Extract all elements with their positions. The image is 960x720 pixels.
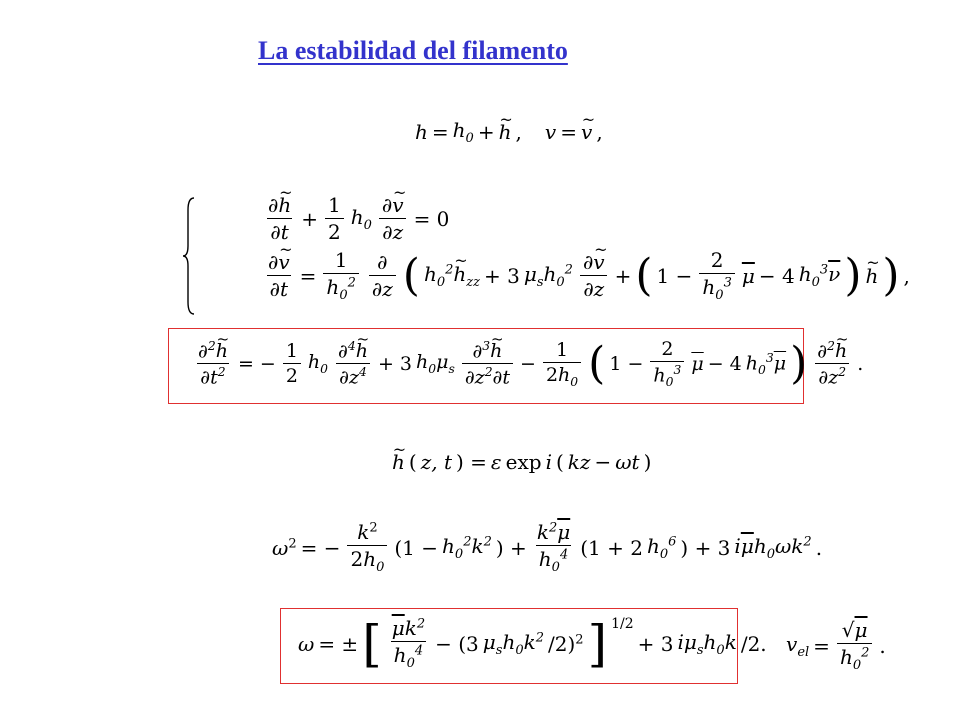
equation-ansatz: ~ h ( z, t ) = ε exp i ( kz − ωt ) <box>392 450 651 474</box>
equation-boxed-solution: ω = ± [ $\frac{\overline{\mu}k^2}{h_0^4}$ − (3 $\mu_sh_0k^2$ /2)$^2$ ] 1/2 + 3 $i\mu_sh_0k$ /2. <box>298 614 767 673</box>
equation-perturbation: h = $h_0$ + ~ h , v = ~ v , <box>415 118 603 146</box>
equation-system-line2: $\frac{\partial\sim v}{\partial t}$ = $\frac{1}{h_0^2}$ $\frac{\partial}{\partial z}$ ( $h_0^2\sim$ $h_{zz}$ + 3 $\mu_sh_0^2$ $\frac{\partial\sim v}{\partial z}$ + ( 1 − $\frac{2}{h_0^3}$ $\overline{\mu}$ − 4 $h_0^3\overline{\nu}$ ) ~ h ) , <box>262 248 910 303</box>
equation-dispersion: $\omega^2$ = − $\frac{k^2}{2h_0}$ (1 − $h_0^2k^2$ ) + $\frac{k^2\overline{\mu}}{h_0^4}$ (1 + 2 $h_0^6$ ) + 3 $i\overline{\mu}h_0\omega k^2$ . <box>272 520 823 575</box>
slide-title: La estabilidad del filamento <box>258 36 568 65</box>
equation-velocity: $v_{el}$ = $\frac{√\mu}{h_0^2}$ . <box>786 618 886 673</box>
system-brace <box>182 196 196 316</box>
equation-boxed-wave: $\frac{\partial^2\sim h}{\partial t^2}$ = − $\frac{1}{2}$ $h_0$ $\frac{\partial^4\sim h}{\partial z^4}$ + 3 $h_0\mu_s$ $\frac{\partial^3\sim h}{\partial z^2\partial t}$ − $\frac{1}{2h_0}$ ( 1 − $\frac{2}{h_0^3}$ $\overline{\mu}$ − 4 $h_0^3\overline{\mu}$ ) $\frac{\partial^2\sim h}{\partial z^2}$ . <box>192 338 863 389</box>
equation-system-line1: $\frac{\partial\sim h}{\partial t}$ + $\frac{1}{2}$ $h_0$ $\frac{\partial\sim v}{\partial z}$ = 0 <box>262 193 449 244</box>
